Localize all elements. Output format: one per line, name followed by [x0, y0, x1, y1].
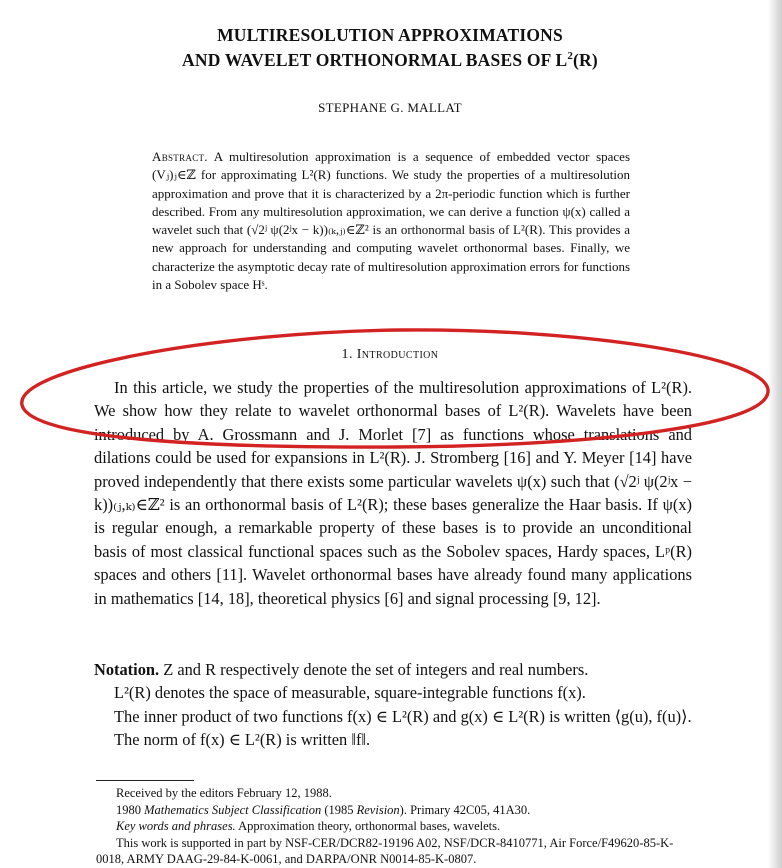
paper-title-line-1: MULTIRESOLUTION APPROXIMATIONS [217, 25, 563, 45]
notation-section [94, 658, 692, 752]
title-superscript: 2 [567, 50, 574, 62]
abstract [152, 148, 630, 294]
msc-prefix: 1980 [116, 802, 145, 817]
page-edge-shadow [768, 0, 782, 868]
abstract-text: A multiresolution approximation is a sequence of embedded vector spaces (Vⱼ)ⱼ∈ℤ for approximating L²(R) functions. We study the properties of a multiresolution approximation and prove that it is characterized by a 2π-periodic function which is further described. From any multiresolution approximation, we can derive a function ψ(x) called a wavelet such that (√2ʲ ψ(2ʲx − k))₍ₖ,ⱼ₎∈ℤ² is an orthonormal basis of L²(R). This provides a new approach for understanding and computing wavelet orthonormal bases. Finally, we characterize the asymptotic decay rate of multiresolution approximation errors for functions in a Sobolev space Hˢ. [152, 149, 630, 293]
footnote-rule [96, 780, 194, 781]
introduction-body [94, 376, 692, 610]
section-heading-introduction: 1. Introduction [341, 347, 439, 362]
notation-line-2: L²(R) denotes the space of measurable, square-integrable functions f(x). [114, 683, 586, 703]
paper-title-line-2 [90, 46, 690, 71]
notation-label: Notation. [94, 660, 160, 679]
author-name: STEPHANE G. MALLAT [318, 100, 462, 115]
footnote-received: Received by the editors February 12, 1988. [116, 786, 332, 800]
msc-revision: Revision [356, 802, 400, 817]
notation-line-1-text: Z and R respectively denote the set of integers and real numbers. [159, 660, 589, 679]
msc-rev-open: (1985 [321, 802, 357, 817]
notation-line-1 [94, 658, 692, 681]
abstract-label: Abstract. [152, 149, 208, 164]
footnotes [96, 785, 694, 868]
title-line-2-prefix: AND WAVELET ORTHONORMAL BASES OF L [182, 49, 568, 70]
msc-italic: Mathematics Subject Classification [144, 802, 322, 817]
notation-line-4: The norm of f(x) ∈ L²(R) is written ‖f‖. [114, 730, 371, 750]
keywords-label: Key words and phrases. [116, 819, 236, 833]
footnote-keywords [96, 818, 694, 835]
notation-line-3: The inner product of two functions f(x) ∈ L²(R) and g(x) ∈ L²(R) is written ⟨g(u), f(u)⟩. [114, 706, 692, 726]
introduction-paragraph: In this article, we study the properties of the multiresolution approximations of L²(R). We show how they relate to wavelet orthonormal bases of L²(R). Wavelets have been introduced by A. Grossmann and J. Morlet [7] as functions whose translations and dilations could be used for expansions in L²(R). J. Stromberg [16] and Y. Meyer [14] have proved independently that there exists some particular wavelets ψ(x) such that (√2ʲ ψ(2ʲx − k))₍ⱼ,ₖ₎∈ℤ² is an orthonormal basis of L²(R); these bases generalize the Haar basis. If ψ(x) is regular enough, a remarkable property of these bases is to provide an unconditional basis of most classical functional spaces such as the Sobolev spaces, Hardy spaces, Lᵖ(R) spaces and others [11]. Wavelet orthonormal bases have already found many applications in mathematics [14, 18], theoretical physics [6] and signal processing [9, 12]. [94, 378, 692, 608]
msc-suffix: ). Primary 42C05, 41A30. [399, 802, 531, 817]
title-line-2-suffix: (R) [573, 49, 598, 70]
keywords-text: Approximation theory, orthonormal bases, wavelets. [235, 819, 501, 833]
footnote-support: This work is supported in part by NSF-CER/DCR82-19196 A02, NSF/DCR-8410771, Air Force/F49620-85-K-0018, ARMY DAAG-29-84-K-0061, and DARPA/ONR N0014-85-K-0807. [96, 835, 674, 866]
footnote-msc [96, 802, 694, 819]
